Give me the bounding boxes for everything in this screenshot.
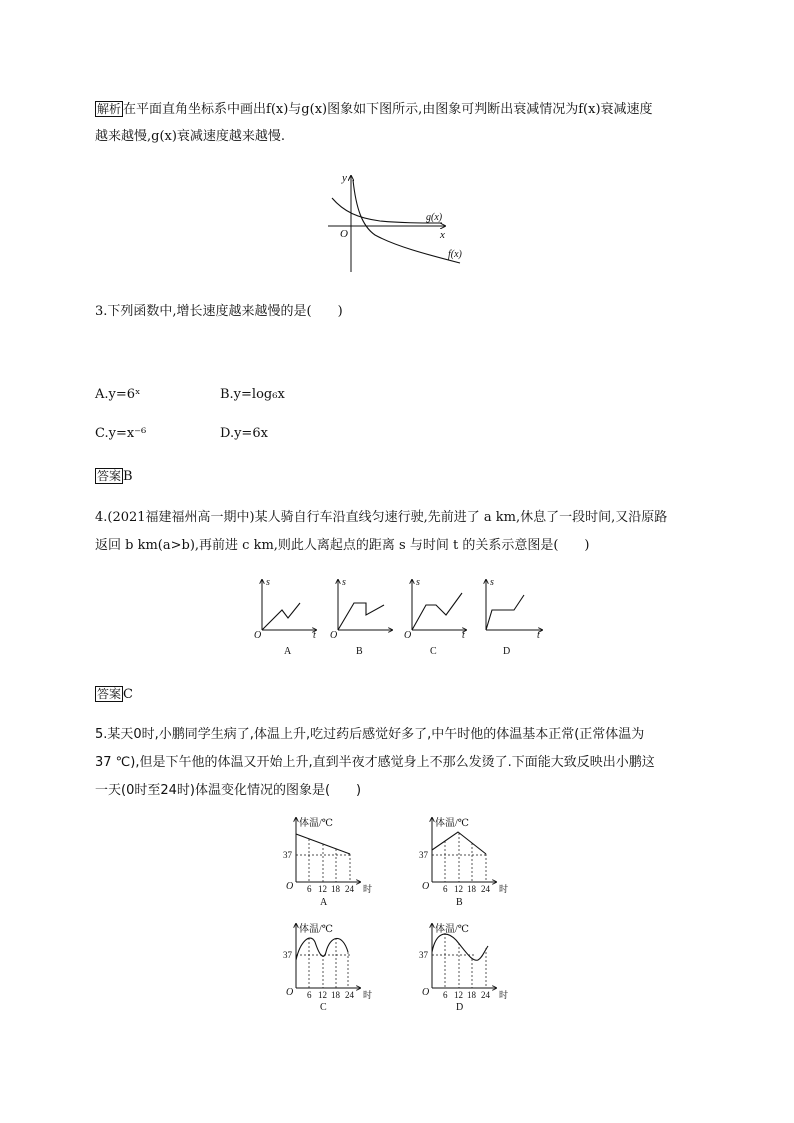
svg-text:12: 12 xyxy=(318,990,327,1000)
q4-graph-b xyxy=(330,577,392,657)
svg-text:24: 24 xyxy=(481,884,490,894)
svg-text:6: 6 xyxy=(307,884,312,894)
svg-text:D: D xyxy=(503,646,511,657)
svg-text:12: 12 xyxy=(454,990,463,1000)
q4-graph-d xyxy=(486,577,542,657)
svg-text:t: t xyxy=(537,630,540,641)
svg-text:体温/℃: 体温/℃ xyxy=(435,924,469,935)
analysis-line-2: 越来越慢,g(x)衰减速度越来越慢. xyxy=(95,129,286,144)
q3-option-a: A.y=6ˣ xyxy=(95,387,141,402)
analysis-label: 解析 xyxy=(97,102,122,116)
q4-answer xyxy=(95,685,133,704)
q3-stem: 3.下列函数中,增长速度越来越慢的是( ) xyxy=(95,304,343,319)
svg-text:体温/℃: 体温/℃ xyxy=(299,924,333,935)
svg-text:体温/℃: 体温/℃ xyxy=(435,818,469,829)
q3-answer xyxy=(95,467,133,486)
analysis-text-1: 在平面直角坐标系中画出f(x)与g(x)图象如下图所示,由图象可判断出衰减情况为f(x)衰减速度 xyxy=(123,102,653,117)
svg-text:B: B xyxy=(356,646,363,657)
svg-text:O: O xyxy=(422,987,430,998)
svg-text:D: D xyxy=(456,1002,464,1013)
svg-text:12: 12 xyxy=(318,884,327,894)
svg-text:A: A xyxy=(284,646,292,657)
svg-text:时: 时 xyxy=(499,990,509,1000)
q5-graph-d xyxy=(419,922,508,1013)
svg-text:24: 24 xyxy=(345,884,354,894)
svg-text:s: s xyxy=(490,577,494,588)
q4-answer-value: C xyxy=(123,687,133,702)
svg-text:6: 6 xyxy=(307,990,312,1000)
svg-text:体温/℃: 体温/℃ xyxy=(299,818,333,829)
svg-text:18: 18 xyxy=(467,990,476,1000)
q3-option-d: D.y=6x xyxy=(220,426,268,441)
analysis-line-1 xyxy=(95,100,653,119)
q4-graph-c xyxy=(404,577,466,657)
svg-text:6: 6 xyxy=(443,990,448,1000)
svg-text:C: C xyxy=(320,1002,327,1013)
svg-text:37: 37 xyxy=(419,950,428,960)
svg-text:O: O xyxy=(286,987,294,998)
svg-text:时: 时 xyxy=(499,884,509,894)
svg-text:A: A xyxy=(320,897,328,908)
q5-stem-line-3: 一天(0时至24时)体温变化情况的图象是( ) xyxy=(95,783,362,798)
decay-graph xyxy=(320,168,470,276)
svg-text:s: s xyxy=(266,577,270,588)
fig1-origin: O xyxy=(340,228,348,240)
q4-stem-line-2: 返回 b km(a>b),再前进 c km,则此人离起点的距离 s 与时间 t 的关系示意图是( ) xyxy=(95,538,590,553)
svg-text:C: C xyxy=(430,646,437,657)
svg-text:O: O xyxy=(422,881,430,892)
svg-text:37: 37 xyxy=(283,850,292,860)
svg-text:18: 18 xyxy=(467,884,476,894)
svg-text:t: t xyxy=(313,630,316,641)
svg-text:24: 24 xyxy=(481,990,490,1000)
q3-option-c: C.y=x⁻⁶ xyxy=(95,426,147,441)
g-label: g(x) xyxy=(426,212,443,223)
svg-text:37: 37 xyxy=(419,850,428,860)
svg-text:O: O xyxy=(254,630,262,641)
q5-stem-line-2: 37 ℃),但是下午他的体温又开始上升,直到半夜才感觉身上不那么发烫了.下面能大致反映出小鹏这 xyxy=(95,755,655,770)
q5-graph-c xyxy=(283,922,372,1013)
q5-graphs xyxy=(280,812,530,1012)
svg-text:18: 18 xyxy=(331,990,340,1000)
q4-answer-label: 答案 xyxy=(97,687,122,701)
q3-option-b: B.y=log₆x xyxy=(220,387,285,402)
svg-text:时: 时 xyxy=(363,884,373,894)
q4-graph-a xyxy=(254,577,316,657)
svg-text:18: 18 xyxy=(331,884,340,894)
fig1-y-label: y xyxy=(342,172,347,184)
fig1-x-label: x xyxy=(440,229,445,241)
svg-text:s: s xyxy=(416,577,420,588)
svg-text:6: 6 xyxy=(443,884,448,894)
f-curve xyxy=(353,180,460,263)
q4-stem-line-1: 4.(2021福建福州高一期中)某人骑自行车沿直线匀速行驶,先前进了 a km,休息了一段时间,又沿原路 xyxy=(95,510,668,525)
svg-text:t: t xyxy=(462,630,465,641)
f-label: f(x) xyxy=(448,249,462,260)
q4-graphs xyxy=(250,575,550,660)
svg-text:B: B xyxy=(456,897,463,908)
q5-graph-a xyxy=(283,816,372,908)
svg-text:O: O xyxy=(330,630,338,641)
svg-text:37: 37 xyxy=(283,950,292,960)
q3-answer-value: B xyxy=(123,469,133,484)
svg-text:O: O xyxy=(286,881,294,892)
q5-graph-b xyxy=(419,816,508,908)
svg-text:24: 24 xyxy=(345,990,354,1000)
svg-text:O: O xyxy=(404,630,412,641)
svg-text:时: 时 xyxy=(363,990,373,1000)
svg-text:s: s xyxy=(342,577,346,588)
svg-text:12: 12 xyxy=(454,884,463,894)
q5-stem-line-1: 5.某天0时,小鹏同学生病了,体温上升,吃过药后感觉好多了,中午时他的体温基本正常(正常体温为 xyxy=(95,727,645,742)
q3-answer-label: 答案 xyxy=(97,469,122,483)
